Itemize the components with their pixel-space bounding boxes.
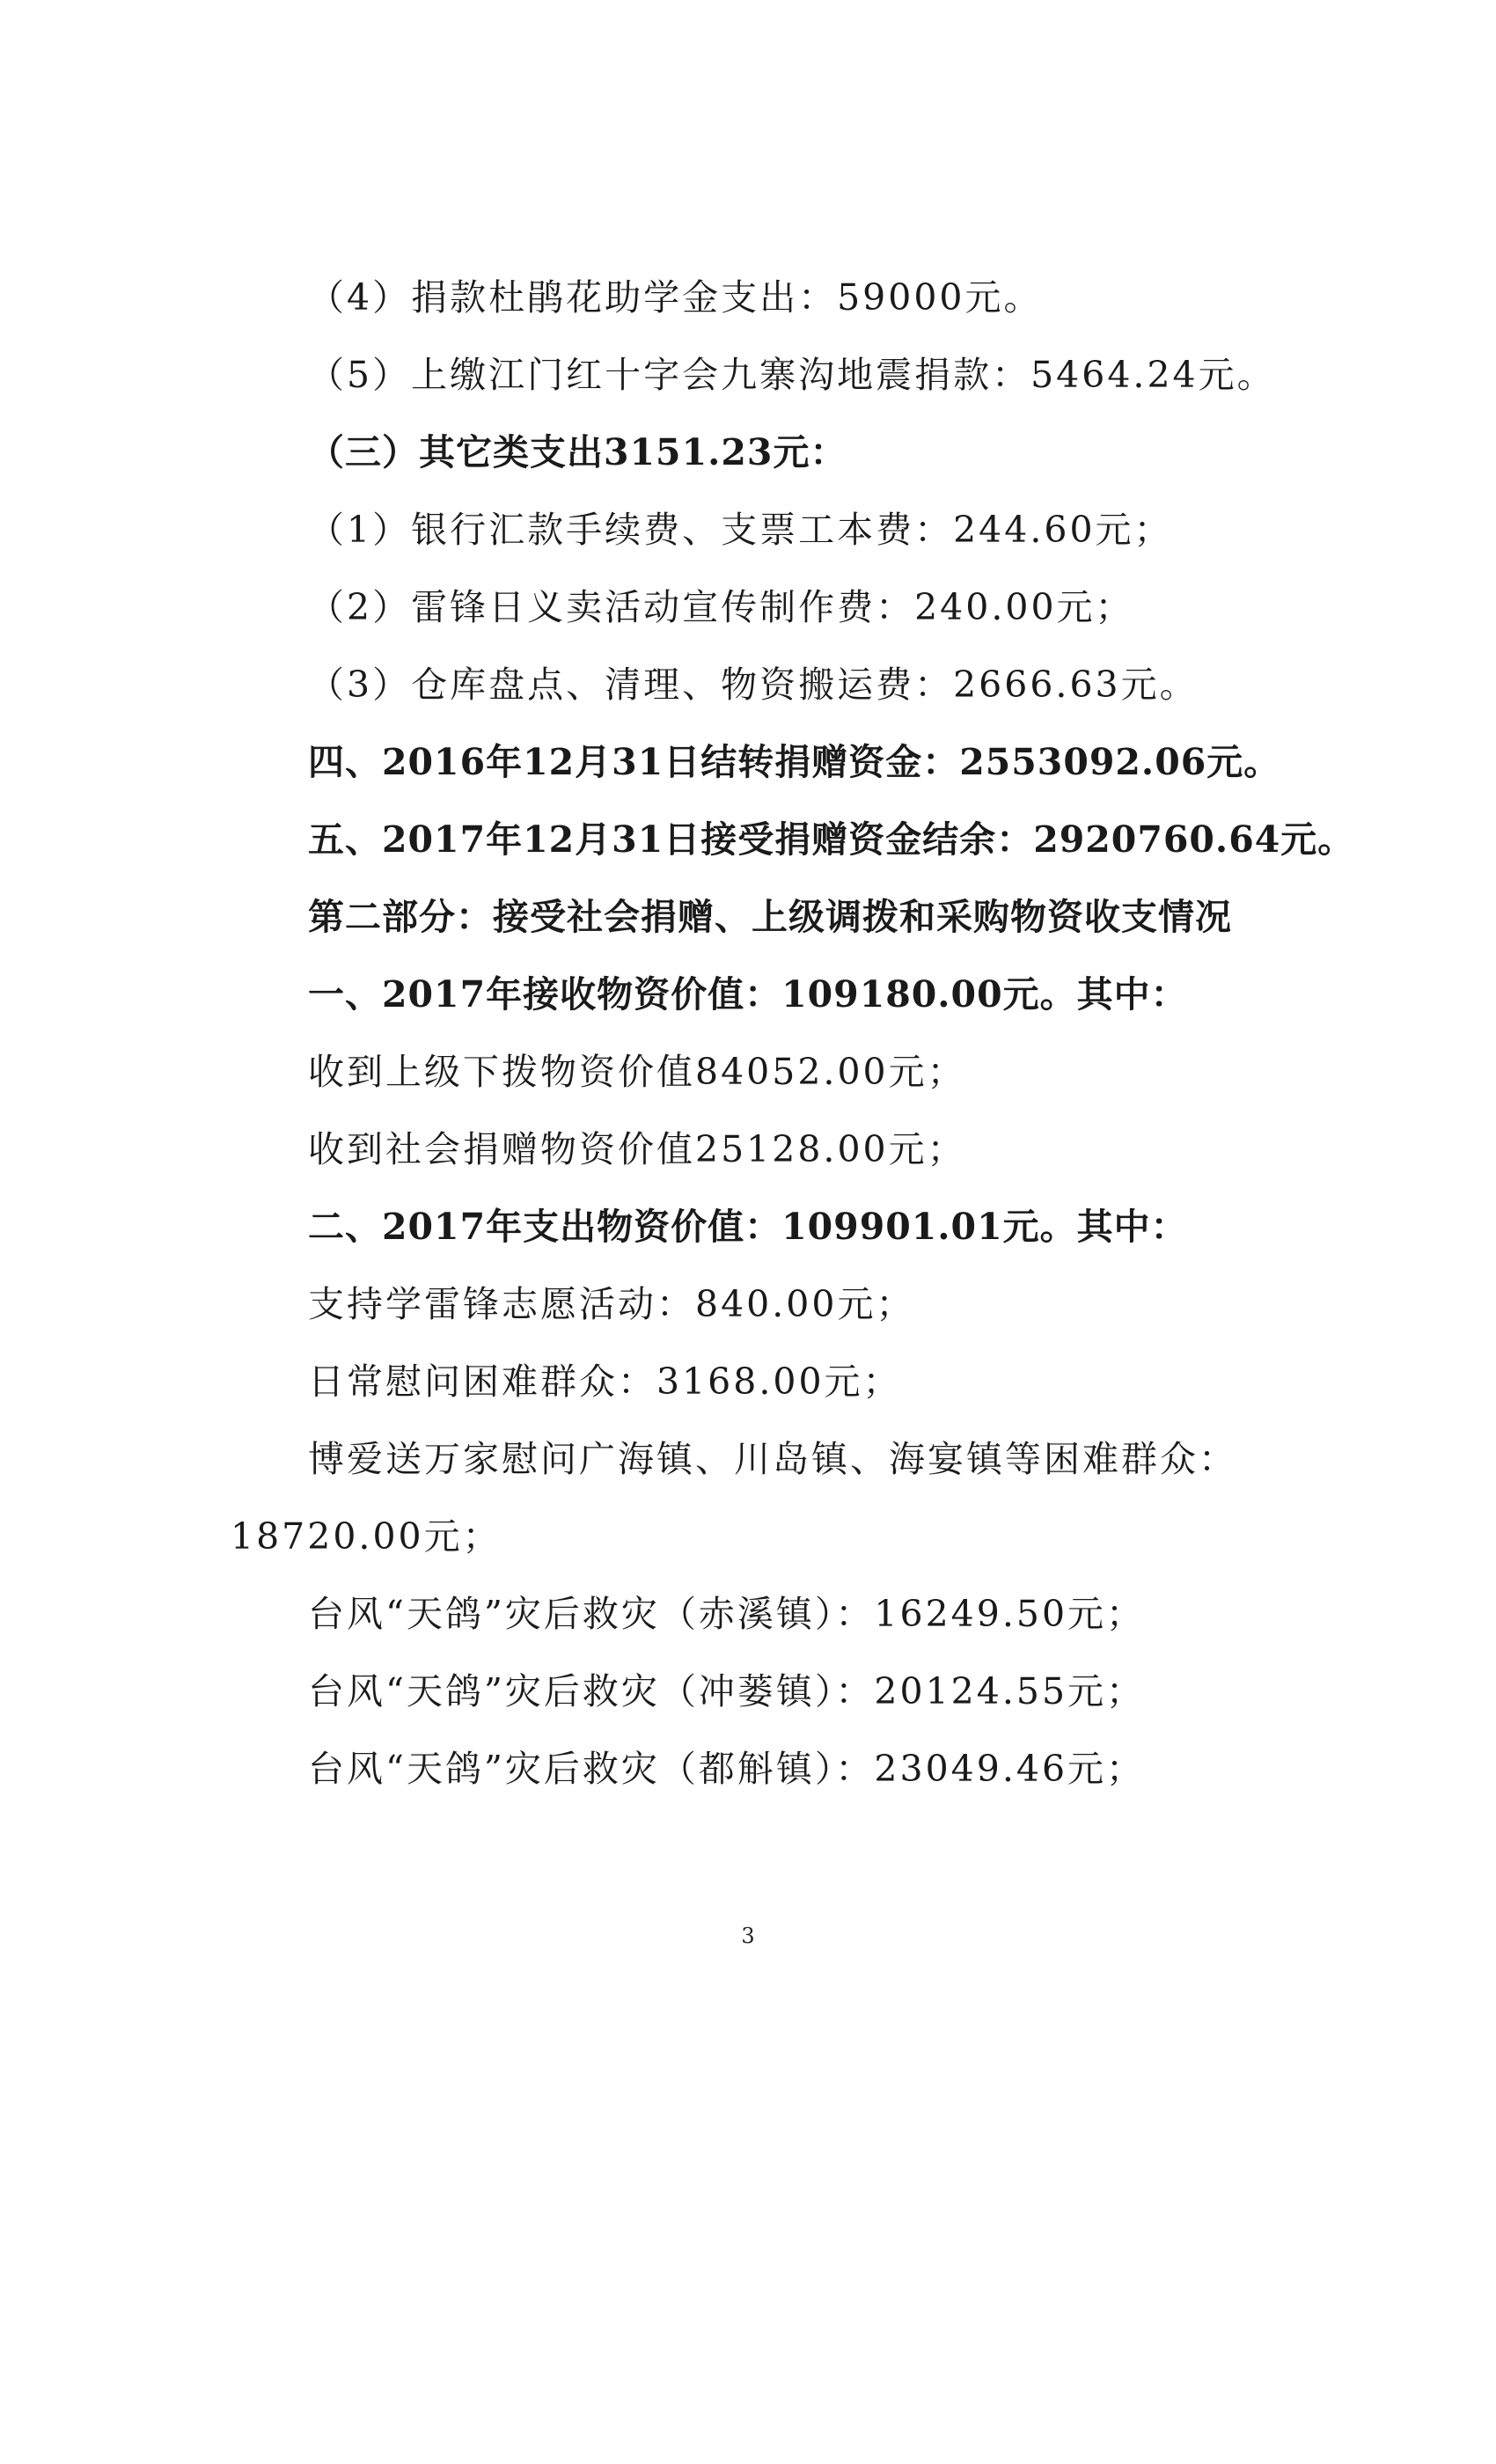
text-line-donated-materials: 收到社会捐赠物资价值25128.00元； [308, 1128, 966, 1170]
text-line-typhoon-duhu: 台风“天鸽”灾后救灾（都斛镇）：23049.46元； [308, 1748, 1146, 1790]
text-line-typhoon-chixi: 台风“天鸽”灾后救灾（赤溪镇）：16249.50元； [308, 1593, 1146, 1635]
section-heading-2017-balance: 五、2017年12月31日接受捐赠资金结余：2920760.64元。 [308, 818, 1355, 861]
text-line-bank-fees: （1）银行汇款手续费、支票工本费：244.60元； [308, 509, 1173, 551]
text-line-boai-campaign-amount: 18720.00元； [231, 1515, 502, 1558]
page-number: 3 [741, 1924, 755, 1948]
text-line-typhoon-chonglou: 台风“天鸽”灾后救灾（冲蒌镇）：20124.55元； [308, 1670, 1146, 1712]
text-line-boai-campaign: 博爱送万家慰问广海镇、川岛镇、海宴镇等困难群众： [308, 1438, 1237, 1480]
text-line-volunteer-support: 支持学雷锋志愿活动：840.00元； [308, 1283, 915, 1325]
section-heading-2016-carryover: 四、2016年12月31日结转捐赠资金：2553092.06元。 [308, 741, 1281, 783]
text-line-jiuzhaigou-donation: （5）上缴江门红十字会九寨沟地震捐款：5464.24元。 [308, 354, 1276, 396]
section-heading-other-expenses: （三）其它类支出3151.23元： [308, 431, 847, 473]
text-line-daily-relief: 日常慰问困难群众：3168.00元； [308, 1360, 902, 1403]
text-line-leifeng-charity-sale: （2）雷锋日义卖活动宣传制作费：240.00元； [308, 586, 1134, 628]
section-heading-materials-spent: 二、2017年支出物资价值：109901.01元。其中： [308, 1206, 1188, 1248]
text-line-allocated-materials: 收到上级下拨物资价值84052.00元； [308, 1051, 966, 1093]
text-line-warehouse-costs: （3）仓库盘点、清理、物资搬运费：2666.63元。 [308, 664, 1199, 706]
part-two-heading: 第二部分：接受社会捐赠、上级调拨和采购物资收支情况 [308, 896, 1232, 938]
text-line-donation-dujuanhua: （4）捐款杜鹃花助学金支出：59000元。 [308, 276, 1043, 319]
section-heading-materials-received: 一、2017年接收物资价值：109180.00元。其中： [308, 973, 1188, 1016]
